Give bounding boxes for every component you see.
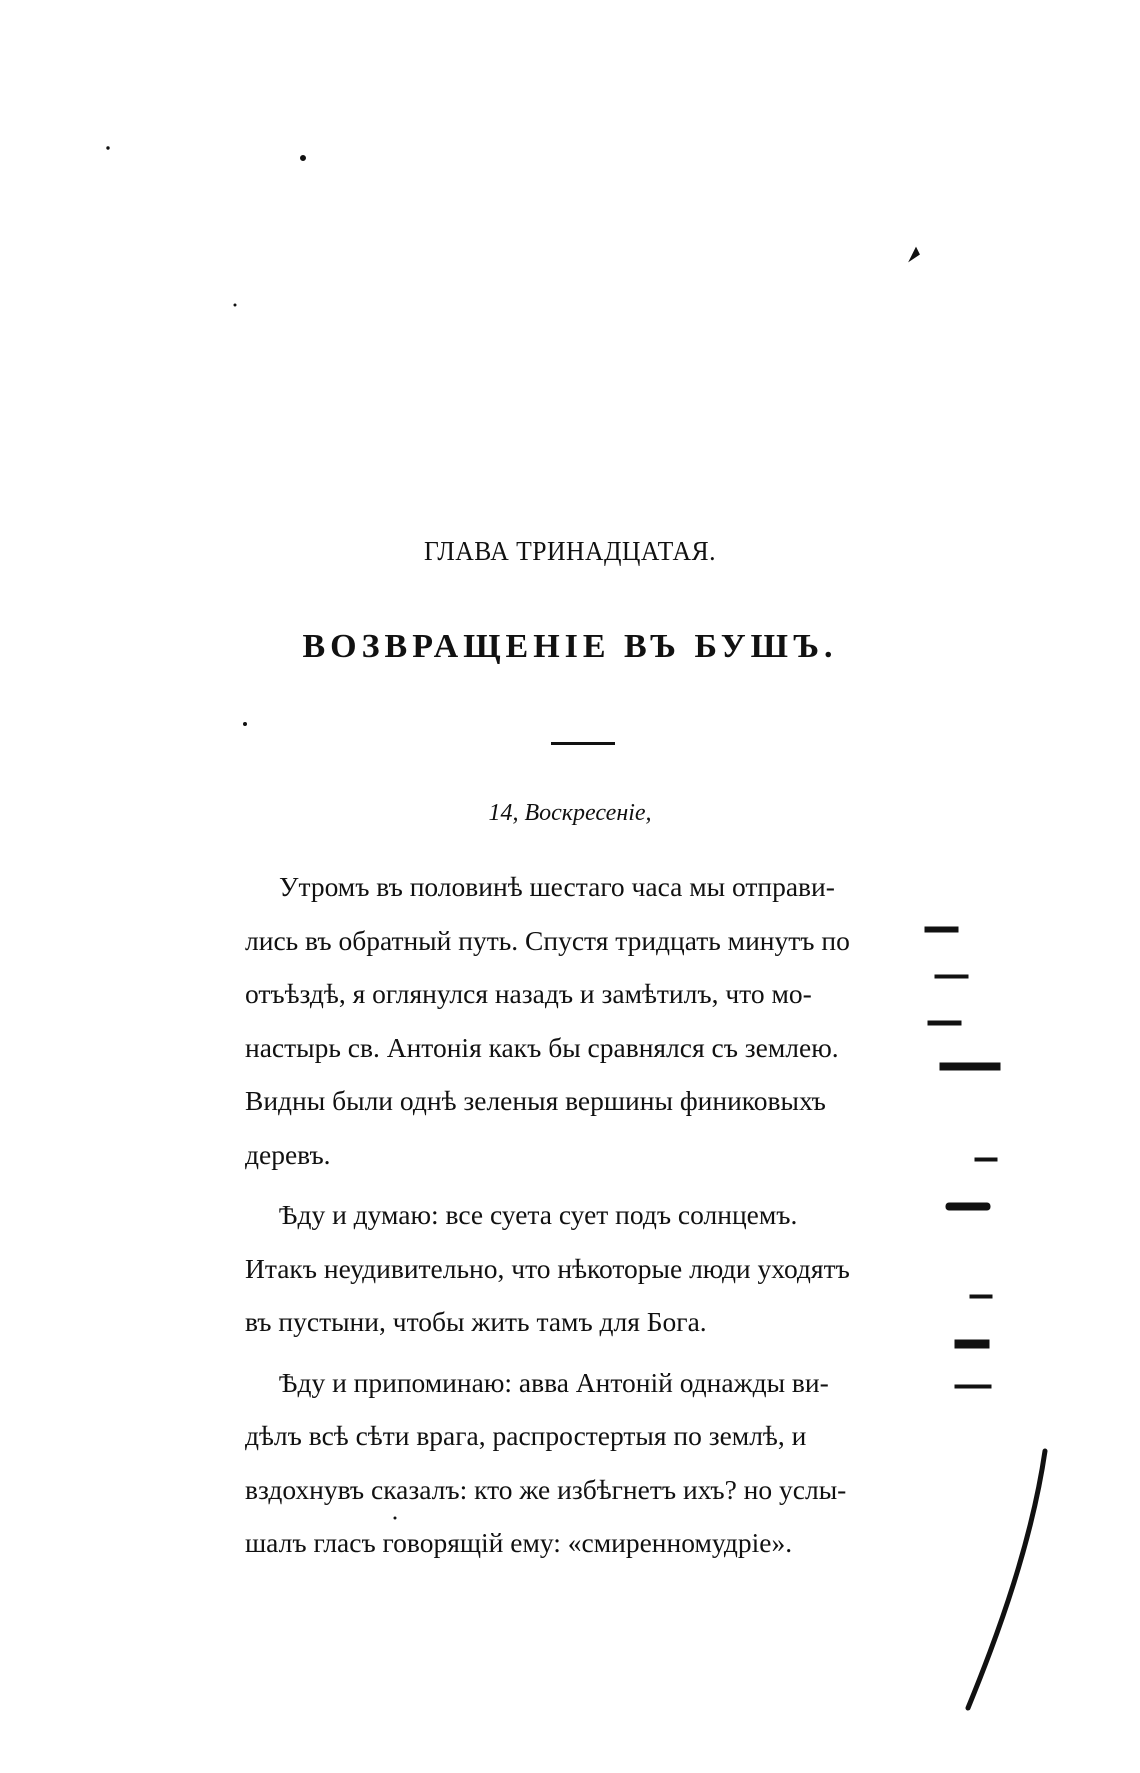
- chapter-title: ВОЗВРАЩЕНІЕ ВЪ БУШЪ.: [302, 628, 838, 665]
- text-line: въ пустыни, чтобы жить тамъ для Бога.: [245, 1306, 707, 1337]
- chapter-label: ГЛАВА ТРИНАДЦАТАЯ.: [423, 536, 717, 566]
- text-line: шалъ гласъ говорящій ему: «смиренномудріе».: [245, 1527, 793, 1558]
- text-line: Итакъ неудивительно, что нѣкоторые люди уходятъ: [245, 1252, 850, 1284]
- text-line: Ѣду и припоминаю: авва Антоній однажды ви-: [279, 1366, 829, 1398]
- text-line: отъѣздѣ, я оглянулся назадъ и замѣтилъ, что мо-: [245, 978, 812, 1009]
- text-line: деревъ.: [245, 1138, 331, 1170]
- text-line: лись въ обратный путь. Спустя тридцать минутъ по: [245, 924, 850, 956]
- text-line: Ѣду и думаю: все суета сует подъ солнцемъ.: [279, 1199, 798, 1230]
- text-line: Видны были однѣ зеленыя вершины финиковыхъ: [245, 1085, 826, 1116]
- text-line: настырь св. Антонія какъ бы сравнялся съ землею.: [245, 1031, 839, 1063]
- text-line: вздохнувъ сказалъ: кто же избѣгнетъ ихъ? но услы-: [245, 1473, 847, 1505]
- text-line: Утромъ въ половинѣ шестаго часа мы отправи-: [279, 871, 835, 902]
- entry-date: 14, Воскресеніе,: [488, 800, 652, 826]
- text-line: дѣлъ всѣ сѣти врага, распростертыя по землѣ, и: [245, 1420, 807, 1451]
